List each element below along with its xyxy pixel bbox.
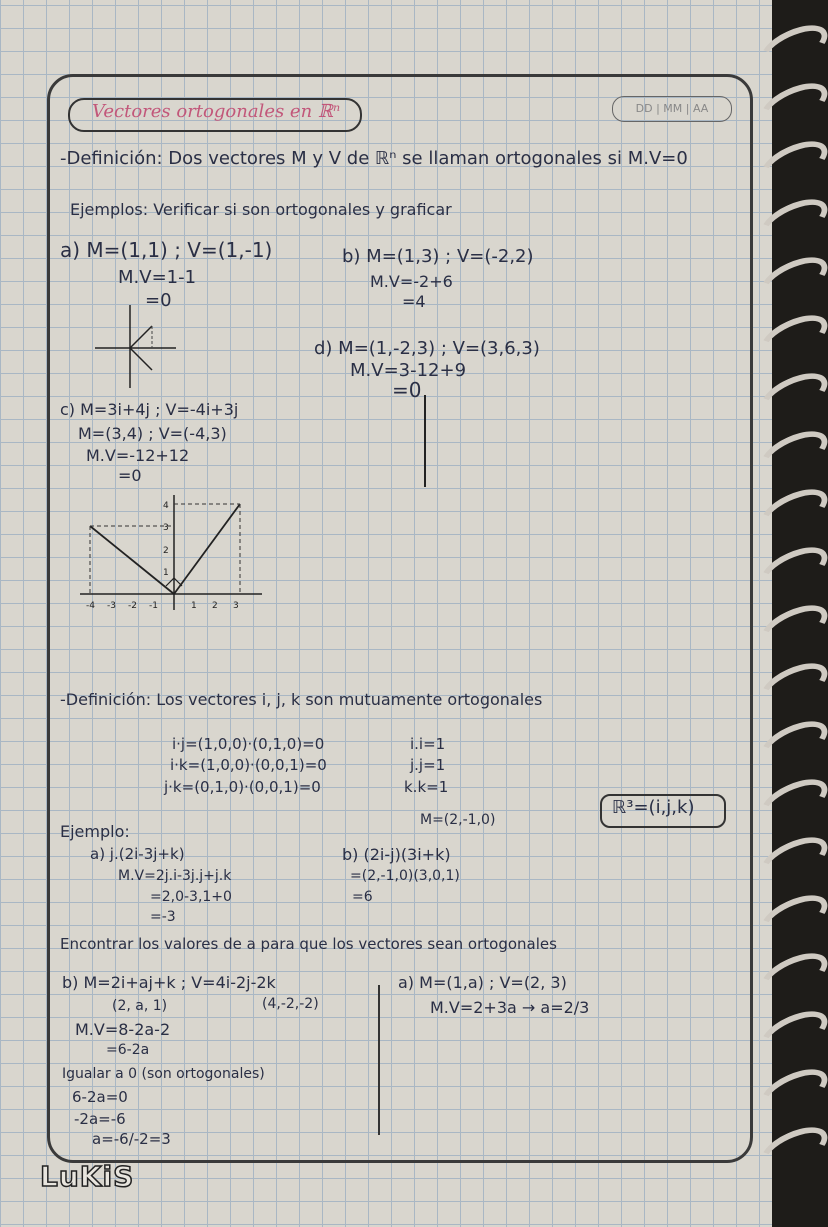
product-jk: j·k=(0,1,0)·(0,0,1)=0 [164, 778, 321, 796]
x-tick-label: -1 [149, 601, 158, 611]
x-tick-label: 1 [191, 601, 197, 611]
find-b-line5: -2a=-6 [74, 1110, 126, 1128]
example-d-line1: M.V=3-12+9 [350, 360, 467, 381]
x-tick-label: -3 [107, 601, 116, 611]
product-jj: j.j=1 [410, 756, 446, 774]
date-field: DD | MM | AA [612, 96, 732, 122]
spiral-binding [772, 0, 828, 1227]
example-c-line3: =0 [118, 466, 142, 485]
x-tick-labels [86, 601, 239, 611]
example-d-vector-line [424, 395, 426, 487]
y-tick-labels [163, 501, 169, 578]
find-a-line1: M.V=2+3a → a=2/3 [430, 998, 590, 1017]
y-tick-label: 2 [163, 546, 169, 556]
find-heading: Encontrar los valores de a para que los vectores sean ortogonales [60, 935, 557, 953]
example-c-line2: M.V=-12+12 [86, 446, 190, 465]
example-a-line2: =0 [145, 290, 172, 311]
example-b-label: b) M=(1,3) ; V=(-2,2) [342, 246, 534, 267]
x-tick-label: 3 [233, 601, 239, 611]
vector-v [90, 526, 174, 594]
example-d-label: d) M=(1,-2,3) ; V=(3,6,3) [314, 338, 540, 359]
product-ik: i·k=(1,0,0)·(0,0,1)=0 [170, 756, 327, 774]
example-c-line1: M=(3,4) ; V=(-4,3) [78, 424, 227, 443]
definition-orthogonal: -Definición: Dos vectores M y V de ℝⁿ se llaman ortogonales si M.V=0 [60, 148, 688, 169]
example-b-line2: =4 [402, 292, 426, 311]
product-ii: i.i=1 [410, 735, 446, 753]
find-b-line6: a=-6/-2=3 [92, 1130, 171, 1148]
find-b-line1: M.V=8-2a-2 [75, 1020, 171, 1039]
product-ij: i·j=(1,0,0)·(0,1,0)=0 [172, 735, 325, 753]
page-title: Vectores ortogonales en ℝⁿ [92, 101, 341, 122]
find-b-vvec: (4,-2,-2) [262, 996, 319, 1012]
r3-basis: ℝ³=(i,j,k) [612, 797, 695, 818]
example2-a-line1: M.V=2j.i-3j.j+j.k [118, 868, 232, 884]
y-tick-label: 4 [163, 501, 169, 511]
logo: LuKiS [40, 1160, 135, 1193]
example2-b-label: b) (2i-j)(3i+k) [342, 845, 451, 864]
find-b-label: b) M=2i+aj+k ; V=4i-2j-2k [62, 973, 276, 992]
example2-heading: Ejemplo: [60, 822, 130, 841]
product-kk: k.k=1 [404, 778, 449, 796]
example-d-line2: =0 [392, 378, 422, 402]
y-tick-label: 3 [163, 523, 169, 533]
x-tick-label: -2 [128, 601, 137, 611]
find-a-label: a) M=(1,a) ; V=(2, 3) [398, 973, 567, 992]
example-c-graph [80, 490, 265, 625]
example-a-line1: M.V=1-1 [118, 267, 197, 288]
example-a-label: a) M=(1,1) ; V=(1,-1) [60, 238, 273, 262]
example2-a-line2: =2,0-3,1+0 [150, 889, 232, 905]
y-tick-label: 1 [163, 568, 169, 578]
example2-a-line3: =-3 [150, 909, 176, 925]
example2-b-line1: =(2,-1,0)(3,0,1) [350, 868, 460, 884]
example2-a-label: a) j.(2i-3j+k) [90, 845, 185, 863]
example-b-line1: M.V=-2+6 [370, 272, 453, 291]
find-b-line3: Igualar a 0 (son ortogonales) [62, 1066, 265, 1082]
find-b-line4: 6-2a=0 [72, 1088, 128, 1106]
x-tick-label: -4 [86, 601, 95, 611]
x-tick-label: 2 [212, 601, 218, 611]
example-c-label: c) M=3i+4j ; V=-4i+3j [60, 400, 239, 419]
find-b-mvec: (2, a, 1) [112, 998, 168, 1014]
find-b-line2: =6-2a [106, 1042, 150, 1058]
example2-b-line2: =6 [352, 889, 373, 905]
definition-mutual: -Definición: Los vectores i, j, k son mutuamente ortogonales [60, 690, 543, 709]
column-divider [378, 985, 380, 1135]
example2-b-note: M=(2,-1,0) [420, 812, 496, 828]
example-a-graph [90, 300, 180, 390]
vector-m [174, 504, 240, 594]
examples-heading: Ejemplos: Verificar si son ortogonales y graficar [70, 200, 452, 219]
